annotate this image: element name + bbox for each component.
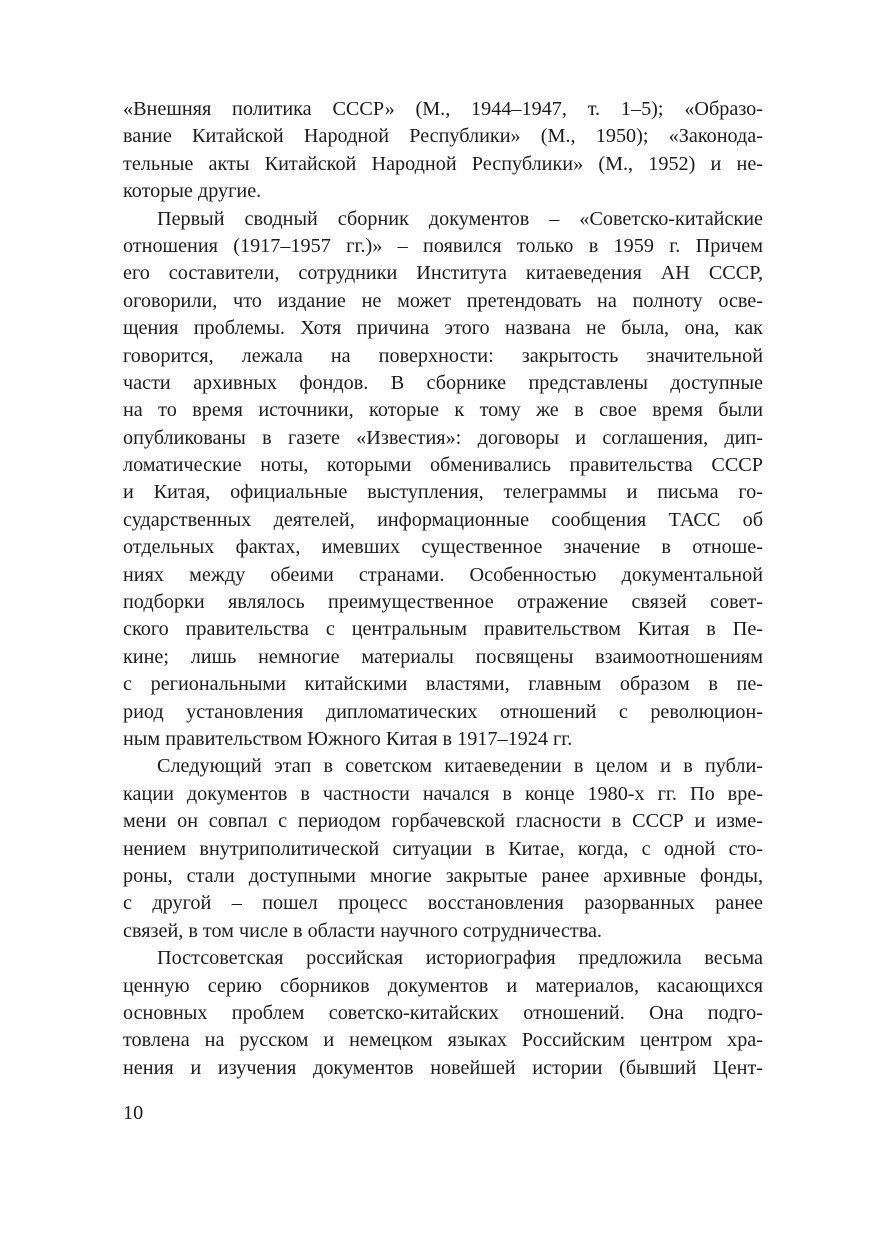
text-line: роны, стали доступными многие закрытые ранее архивные фонды, <box>123 864 763 887</box>
text-line: которые другие. <box>123 180 262 203</box>
text-line: вание Китайской Народной Республики» (М., 1950); «Законода- <box>123 125 763 148</box>
text-line: оговорили, что издание не может претендовать на полноту осве- <box>123 289 763 312</box>
text-line: Постсоветская российская историография предложила весьма <box>157 947 763 970</box>
text-line: ского правительства с центральным правительством Китая в Пе- <box>123 618 763 641</box>
text-line: отношения (1917–1957 гг.)» – появился только в 1959 г. Причем <box>123 234 763 257</box>
text-line: тельные акты Китайской Народной Республики» (М., 1952) и не- <box>123 152 763 175</box>
text-line: опубликованы в газете «Известия»: договоры и соглашения, дип- <box>123 426 763 449</box>
paragraph-2 <box>123 206 763 754</box>
text-line: ным правительством Южного Китая в 1917–1924 гг. <box>123 727 573 750</box>
paragraph-4 <box>123 945 763 1082</box>
text-line: Первый сводный сборник документов – «Советско-китайские <box>157 207 763 230</box>
paragraph-1 <box>123 96 763 206</box>
text-line: «Внешняя политика СССР» (М., 1944–1947, т. 1–5); «Образо- <box>123 98 763 120</box>
text-line: нением внутриполитической ситуации в Китае, когда, с одной сто- <box>123 837 763 860</box>
text-line: основных проблем советско-китайских отношений. Она подго- <box>123 1001 763 1024</box>
text-line: с региональными китайскими властями, главным образом в пе- <box>123 673 763 696</box>
text-line: Следующий этап в советском китаеведении в целом и в публи- <box>157 755 763 778</box>
text-line: подборки являлось преимущественное отражение связей совет- <box>123 591 763 614</box>
text-line: риод установления дипломатических отношений с революцион- <box>123 700 763 723</box>
text-line: нения и изучения документов новейшей истории (бывший Цент- <box>123 1056 763 1079</box>
paragraph-3 <box>123 753 763 945</box>
page-body <box>123 96 763 1082</box>
text-line: товлена на русском и немецком языках Российским центром хра- <box>123 1029 763 1052</box>
text-line: сударственных деятелей, информационные сообщения ТАСС об <box>123 508 763 531</box>
text-line: кине; лишь немногие материалы посвящены взаимоотношениям <box>123 645 763 668</box>
text-line: щения проблемы. Хотя причина этого названа не была, она, как <box>123 317 763 340</box>
text-line: говорится, лежала на поверхности: закрытость значительной <box>123 344 763 367</box>
text-line: части архивных фондов. В сборнике представлены доступные <box>123 371 763 394</box>
text-line: ниях между обеими странами. Особенностью документальной <box>123 563 763 586</box>
text-line: связей, в том числе в области научного сотрудничества. <box>123 919 602 942</box>
text-line: с другой – пошел процесс восстановления разорванных ранее <box>123 892 763 915</box>
text-line: его составители, сотрудники Института китаеведения АН СССР, <box>123 262 763 285</box>
text-line: мени он совпал с периодом горбачевской гласности в СССР и изме- <box>123 810 763 833</box>
text-line: кации документов в частности начался в конце 1980-х гг. По вре- <box>123 782 763 805</box>
text-line: на то время источники, которые к тому же в свое время были <box>123 399 763 422</box>
text-line: ценную серию сборников документов и материалов, касающихся <box>123 974 763 997</box>
text-line: ломатические ноты, которыми обменивались правительства СССР <box>123 454 763 477</box>
text-line: отдельных фактах, имевших существенное значение в отноше- <box>123 536 763 559</box>
text-line: и Китая, официальные выступления, телеграммы и письма го- <box>123 481 763 504</box>
page-number: 10 <box>123 1102 144 1124</box>
